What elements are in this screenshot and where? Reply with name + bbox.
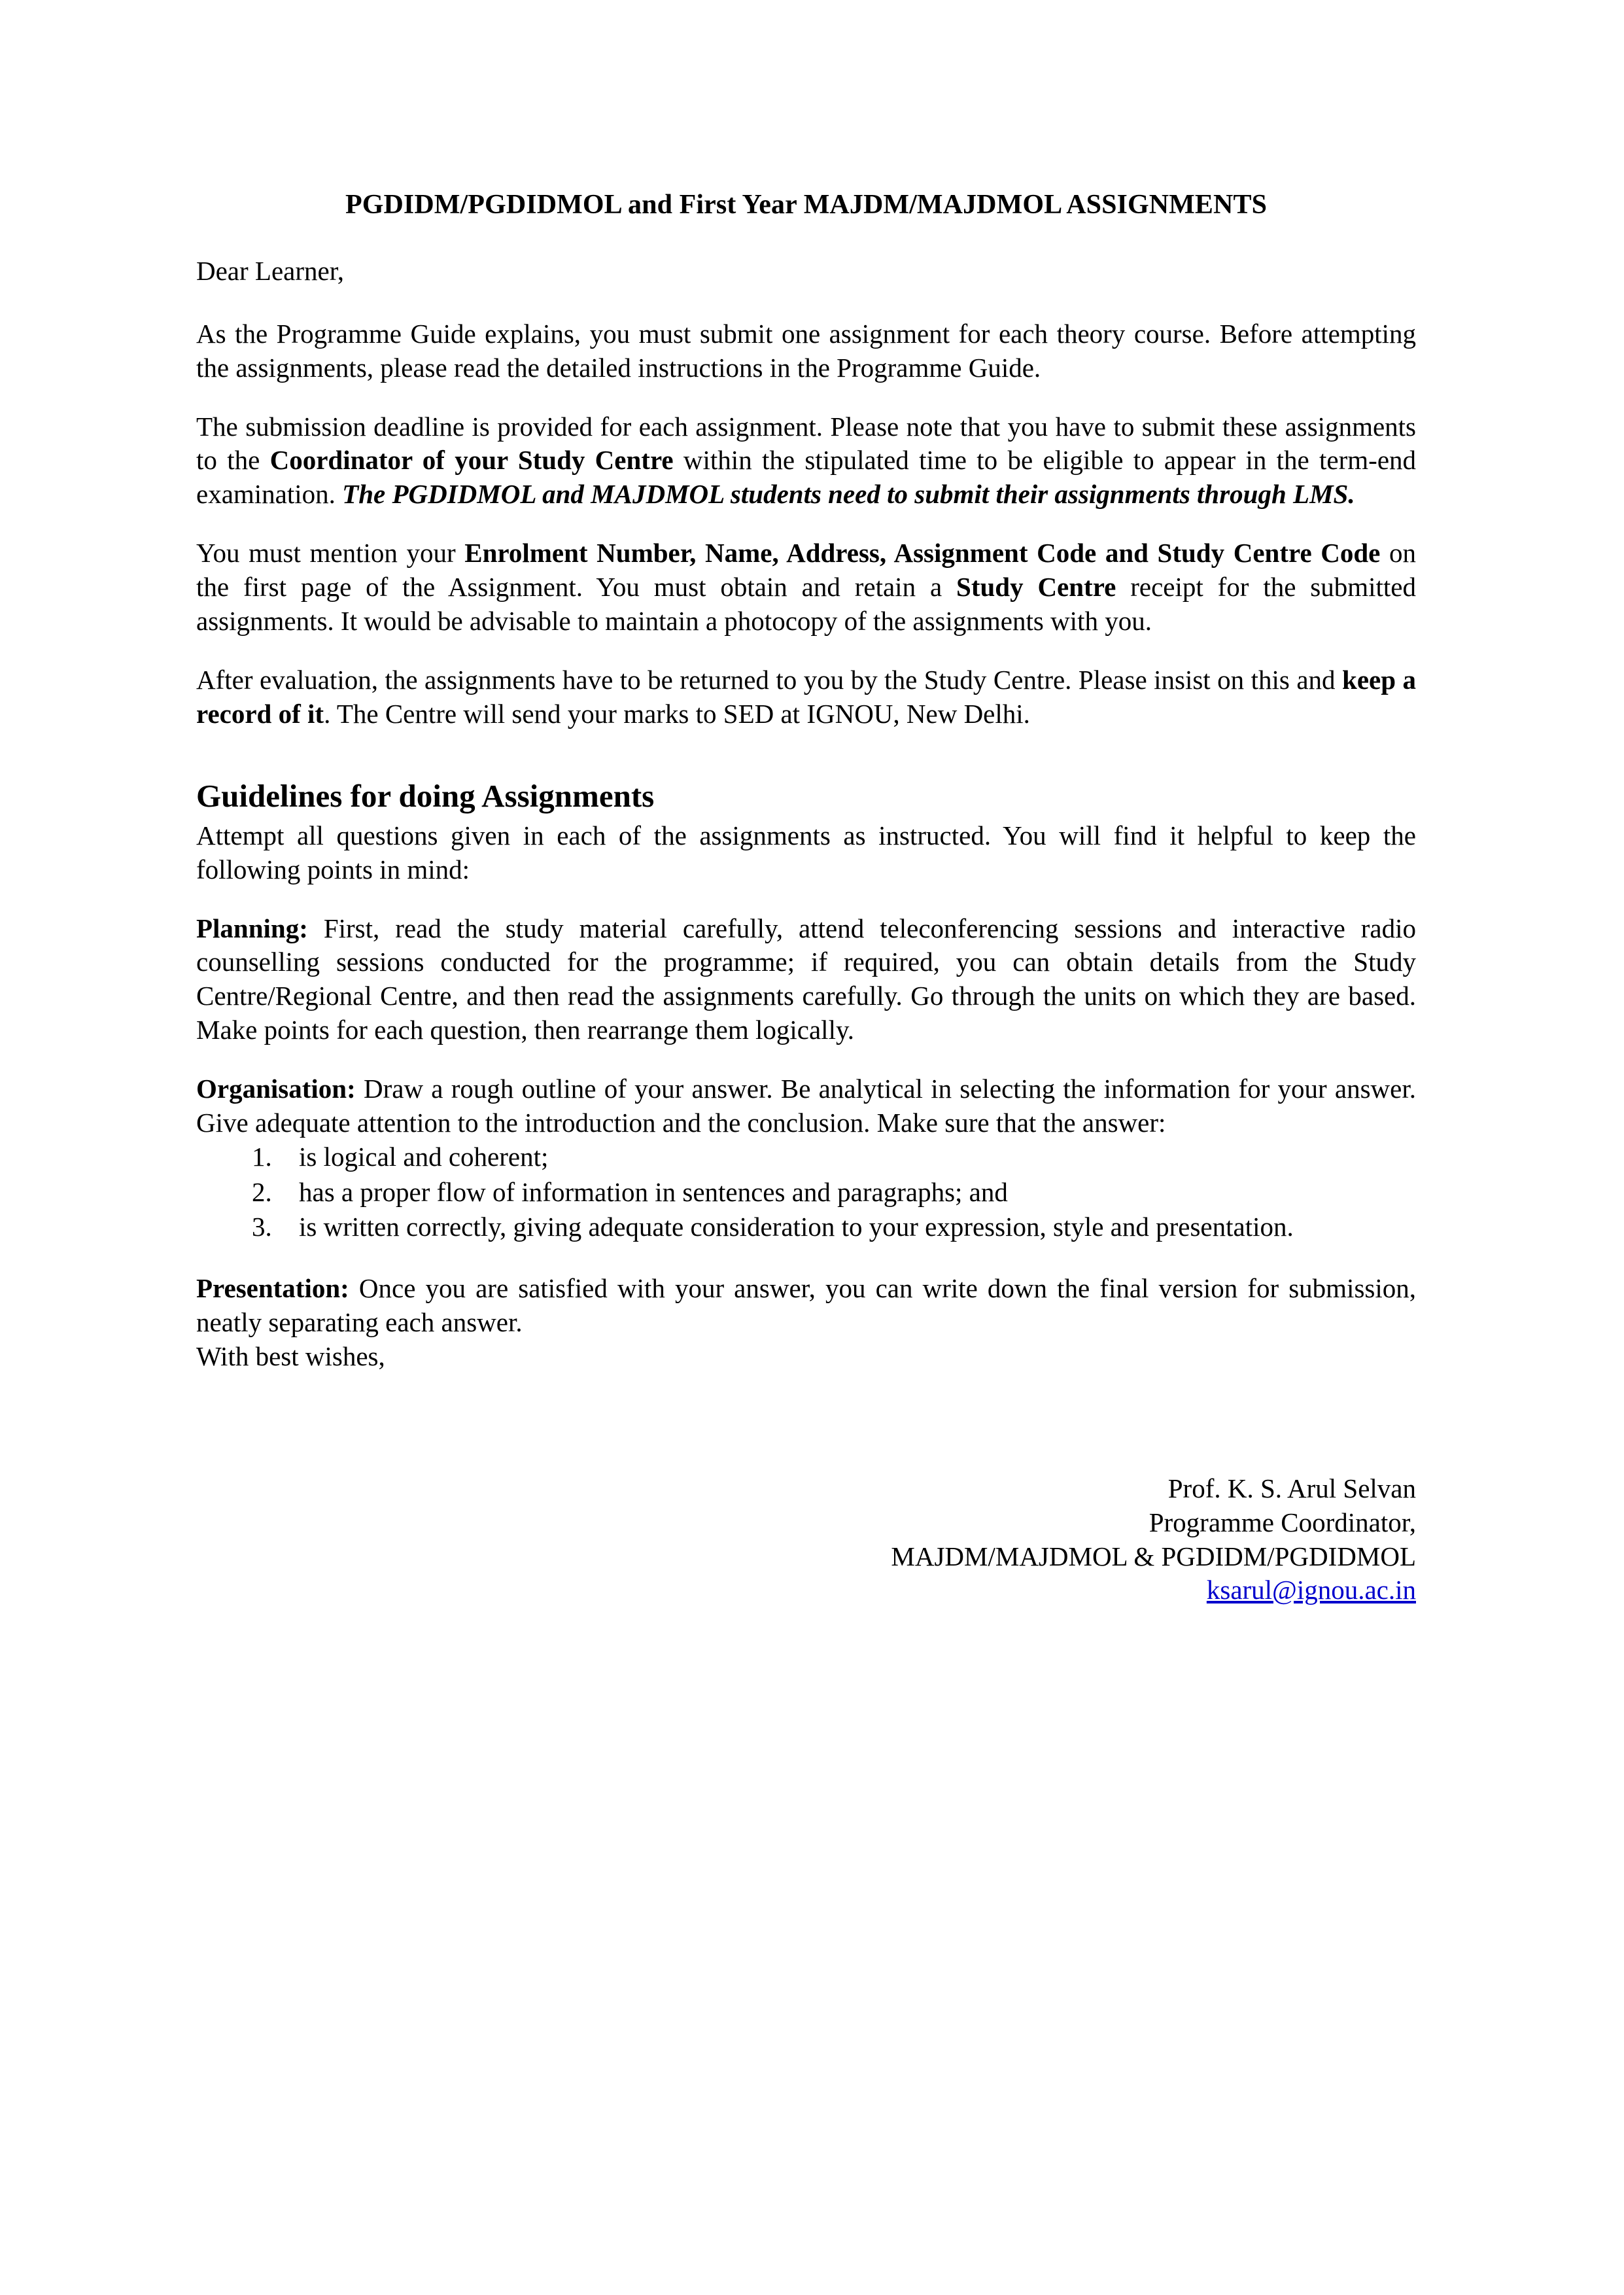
list-item <box>196 1176 1416 1210</box>
closing-line: With best wishes, <box>196 1341 385 1371</box>
para2-bold-coordinator: Coordinator of your Study Centre <box>269 445 674 476</box>
signature-designation: Programme Coordinator, <box>1149 1507 1416 1537</box>
para4-bold-keep-record: keep a record of it <box>196 664 1417 729</box>
para2-part2: within the stipulated time to be eligible to appear in the term-end examination. <box>196 445 1417 510</box>
para4-part2: . The Centre will send your marks to SED at IGNOU, New Delhi. <box>324 698 1030 729</box>
paragraph-after-evaluation <box>196 663 1416 731</box>
salutation: Dear Learner, <box>196 256 344 287</box>
page-title: PGDIDM/PGDIDMOL and First Year MAJDM/MAJDMOL ASSIGNMENTS <box>345 190 1268 220</box>
signature-programmes: MAJDM/MAJDMOL & PGDIDM/PGDIDMOL <box>891 1541 1416 1571</box>
para2-part1: The submission deadline is provided for each assignment. Please note that you have to submit these assignments to the <box>196 411 1416 476</box>
planning-label: Planning: <box>196 913 308 943</box>
guidelines-intro: Attempt all questions given in each of the assignments as instructed. You will find it helpful to keep the following points in mind: <box>196 820 1416 885</box>
para4-part1: After evaluation, the assignments have to be returned to you by the Study Centre. Please insist on this and <box>196 664 1343 695</box>
organisation-text: Draw a rough outline of your answer. Be analytical in selecting the information for your answer. Give adequate attention to the introduction and the conclusion. Make sure that the answer: <box>196 1073 1416 1138</box>
list-item-number: 3. <box>252 1212 272 1242</box>
list-item <box>196 1210 1416 1244</box>
signature-email-line <box>196 1573 1416 1607</box>
para2-bold-italic-lms: The PGDIDMOL and MAJDMOL students need to submit their assignments through LMS. <box>342 479 1355 510</box>
paragraph-programme-guide: As the Programme Guide explains, you must submit one assignment for each theory course. Before attempting the assignments, please read the detailed instructions in the Programme Guide. <box>196 318 1416 383</box>
list-bottom-spacer <box>196 1246 1416 1272</box>
list-item <box>196 1140 1416 1174</box>
answer-requirements-list <box>196 1140 1416 1245</box>
paragraph-enrolment-details <box>196 536 1416 639</box>
list-item-number: 2. <box>252 1176 272 1207</box>
paragraph-planning <box>196 912 1416 1047</box>
signature-block <box>196 1472 1416 1607</box>
para3-part2: on the first page of the Assignment. You must obtain and retain a <box>196 538 1416 603</box>
paragraph-presentation <box>196 1272 1416 1340</box>
paragraph-submission-deadline <box>196 410 1416 512</box>
presentation-label: Presentation: <box>196 1273 349 1304</box>
paragraph-organisation <box>196 1072 1416 1140</box>
guidelines-heading: Guidelines for doing Assignments <box>196 778 655 815</box>
list-item-label: is written correctly, giving adequate consideration to your expression, style and presentation. <box>299 1212 1294 1242</box>
para3-bold-study-centre: Study Centre <box>956 572 1116 603</box>
organisation-label: Organisation: <box>196 1073 356 1104</box>
presentation-text: Once you are satisfied with your answer, you can write down the final version for submission, neatly separating each answer. <box>196 1273 1416 1338</box>
para3-part3: receipt for the submitted assignments. It would be advisable to maintain a photocopy of the assignments with you. <box>196 572 1416 636</box>
list-item-number: 1. <box>252 1141 272 1172</box>
para3-part1: You must mention your <box>196 538 465 569</box>
planning-text: First, read the study material carefully, attend teleconferencing sessions and interactive radio counselling sessions conducted for the programme; if required, you can obtain details from the Study Centre/Regional Centre, and then read the assignments carefully. Go through the units on which they are based. Make points for each question, then rearrange them logically. <box>196 913 1416 1045</box>
signature-name: Prof. K. S. Arul Selvan <box>1167 1473 1416 1503</box>
list-item-label: is logical and coherent; <box>299 1141 549 1172</box>
para3-bold-enrolment: Enrolment Number, Name, Address, Assignment Code and Study Centre Code <box>464 538 1381 569</box>
email-link[interactable]: ksarul@ignou.ac.in <box>1206 1575 1416 1605</box>
section-spacer <box>196 756 1416 778</box>
list-item-label: has a proper flow of information in sentences and paragraphs; and <box>299 1176 1008 1207</box>
